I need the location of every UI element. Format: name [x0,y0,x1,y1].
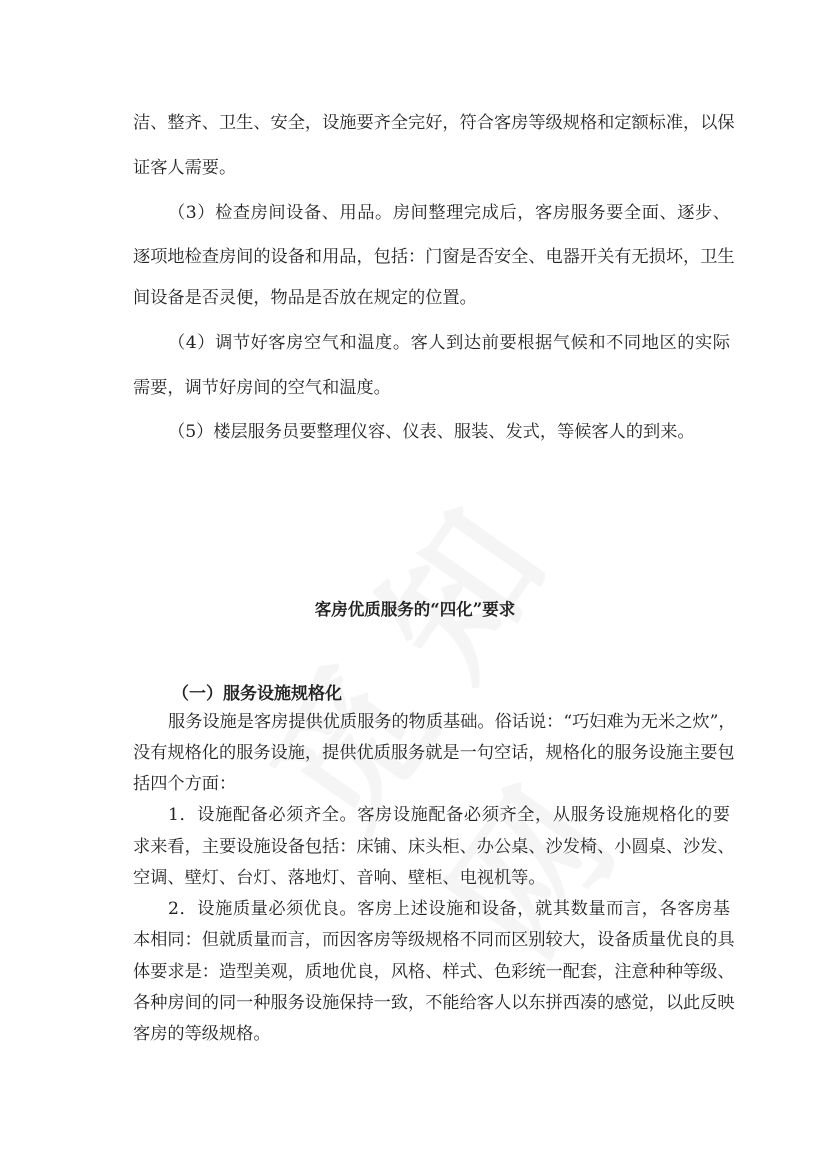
text-line: 间设备是否灵便，物品是否放在规定的位置。 [133,288,477,308]
text-line: 服务设施是客房提供优质服务的物质基础。俗话说：“巧妇难为无米之炊”， [168,712,736,732]
text-line: 2．设施质量必须优良。客房上述设施和设备，就其数量而言，各客房基 [168,899,730,919]
text-line: 证客人需要。 [133,158,237,178]
text-line: 求来看，主要设施设备包括：床铺、床头柜、办公桌、沙发椅、小圆桌、沙发、 [133,837,735,857]
text-line: （5）楼层服务员要整理仪容、仪表、服装、发式，等候客人的到来。 [168,422,695,442]
text-line: 没有规格化的服务设施，提供优质服务就是一句空话，规格化的服务设施主要包 [133,743,735,763]
section-title: 客房优质服务的“四化”要求 [314,600,516,619]
text-line: 括四个方面： [133,774,237,794]
subheading: （一）服务设施规格化 [172,684,342,704]
text-line: （4）调节好客房空气和温度。客人到达前要根据气候和不同地区的实际 [168,333,730,353]
text-line: 各种房间的同一种服务设施保持一致，不能给客人以东拼西凑的感觉，以此反映 [133,993,735,1013]
text-line: 本相同：但就质量而言，而因客房等级规格不同而区别较大，设备质量优良的具 [133,930,735,950]
text-line: 空调、壁灯、台灯、落地灯、音响、壁柜、电视机等。 [133,868,546,888]
text-line: 洁、整齐、卫生、安全，设施要齐全完好，符合客房等级规格和定额标准，以保 [133,113,735,133]
text-line: 客房的等级规格。 [133,1024,271,1044]
text-line: 需要，调节好房间的空气和温度。 [133,378,391,398]
text-line: 1．设施配备必须齐全。客房设施配备必须齐全，从服务设施规格化的要 [168,805,730,825]
text-line: （3）检查房间设备、用品。房间整理完成后，客房服务要全面、逐步、 [168,203,730,223]
text-line: 体要求是：造型美观，质地优良，风格、样式、色彩统一配套，注意种种等级、 [133,962,735,982]
text-line: 逐项地检查房间的设备和用品，包括：门窗是否安全、电器开关有无损坏，卫生 [133,247,735,267]
